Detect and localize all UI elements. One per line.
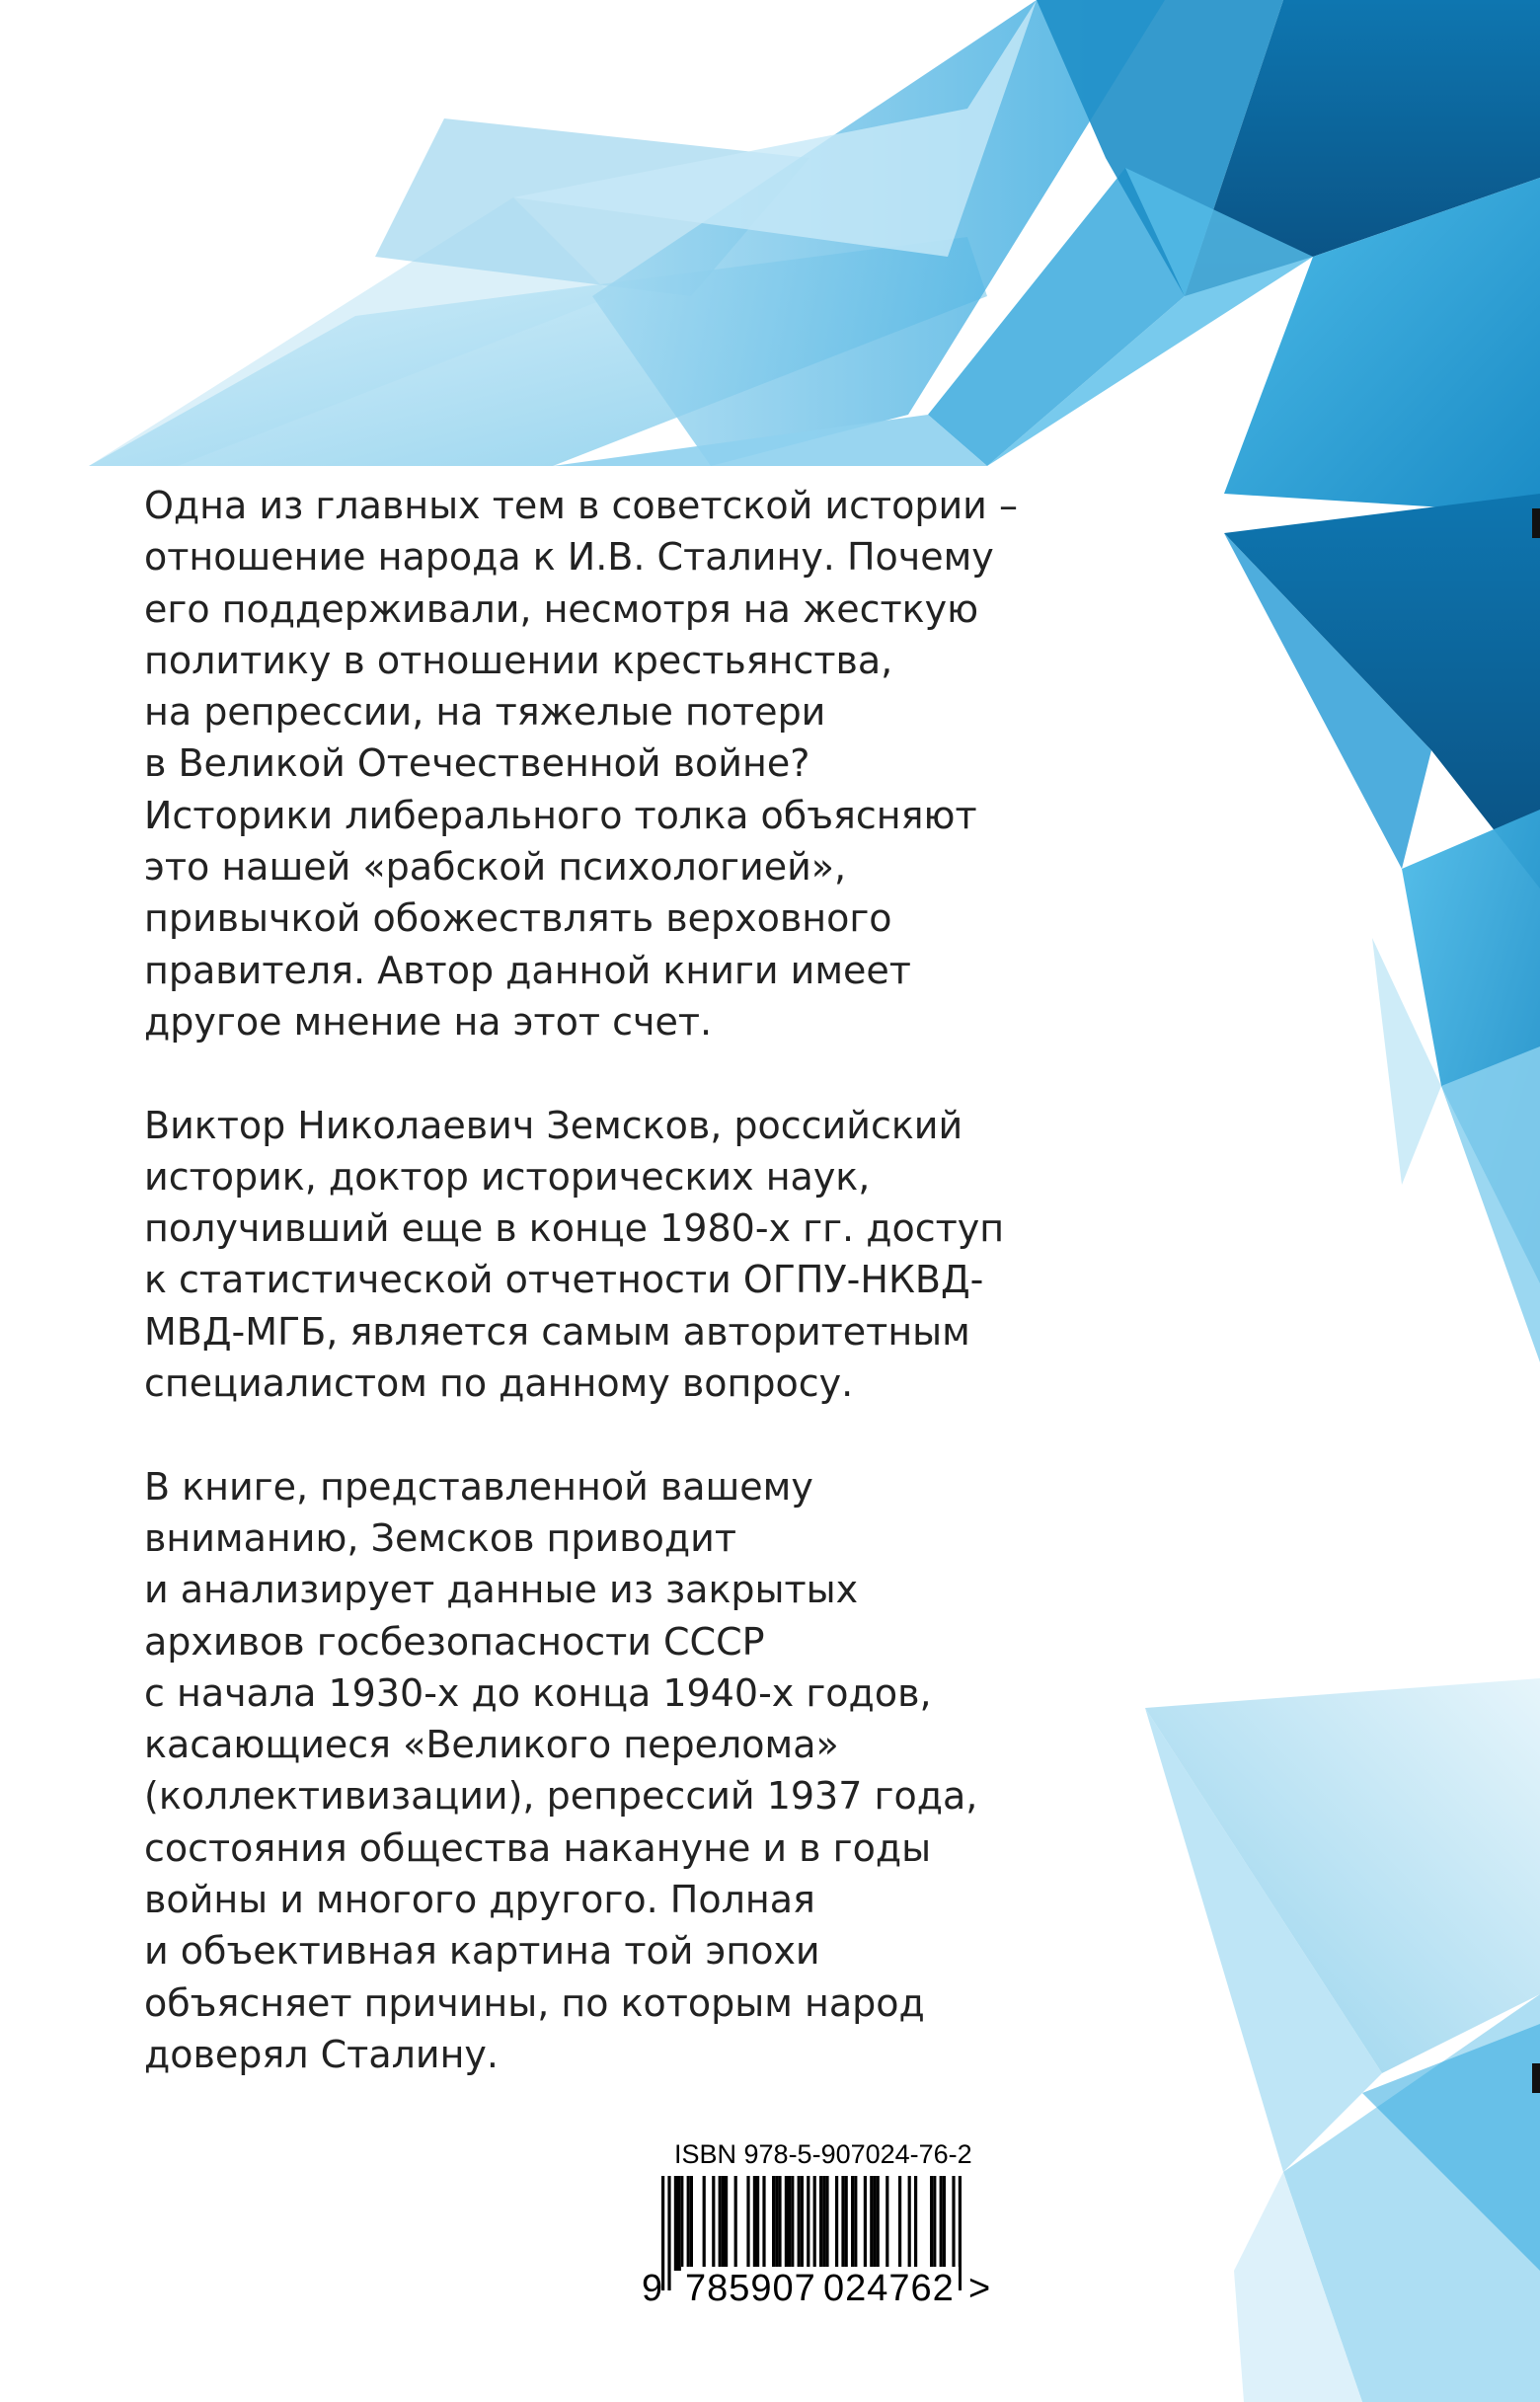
barcode-bar xyxy=(746,2176,749,2271)
barcode-bar xyxy=(674,2176,677,2271)
barcode-bar xyxy=(940,2176,943,2271)
text-line: касающиеся «Великого перелома» xyxy=(144,1723,839,1767)
text-line: и анализирует данные из закрытых xyxy=(144,1568,859,1612)
text-line: Одна из главных тем в советской истории – xyxy=(144,484,1018,527)
barcode-bar xyxy=(943,2176,946,2271)
barcode-bar xyxy=(690,2176,693,2271)
text-line: получивший еще в конце 1980-х гг. доступ xyxy=(144,1206,1005,1251)
description-text xyxy=(144,480,1033,2080)
barcode-bar xyxy=(864,2176,867,2271)
text-line: вниманию, Земсков приводит xyxy=(144,1515,736,1560)
barcode-bar xyxy=(933,2176,936,2271)
text-line: политику в отношении крестьянства, xyxy=(144,638,893,682)
barcode-bar xyxy=(851,2176,854,2271)
barcode-bar xyxy=(756,2176,759,2271)
barcode-bar xyxy=(841,2176,844,2271)
text-line: это нашей «рабской психологией», xyxy=(144,845,847,890)
text-line: отношение народа к И.В. Сталину. Почему xyxy=(144,535,994,580)
barcode-bar xyxy=(801,2176,804,2271)
text-line: Историки либерального толка объясняют xyxy=(144,793,977,837)
barcode-bar xyxy=(877,2176,880,2271)
text-line: Виктор Николаевич Земсков, российский xyxy=(144,1103,963,1147)
text-line: состояния общества накануне и в годы xyxy=(144,1825,932,1870)
text-line: к статистической отчетности ОГПУ-НКВД- xyxy=(144,1258,984,1302)
barcode-bar xyxy=(835,2176,838,2271)
text-line: другое мнение на этот счет. xyxy=(144,999,713,1044)
barcode-bar xyxy=(687,2176,690,2271)
text-line: и объективная картина той эпохи xyxy=(144,1929,820,1974)
barcode-guard-bar xyxy=(667,2176,670,2290)
barcode-bar xyxy=(788,2176,791,2271)
barcode-bar xyxy=(791,2176,794,2271)
paragraph-intro xyxy=(144,480,1033,1047)
barcode-bar xyxy=(819,2176,822,2271)
text-line: архивов госбезопасности СССР xyxy=(144,1619,765,1664)
barcode-bar xyxy=(778,2176,781,2271)
barcode-bar xyxy=(734,2176,737,2271)
paragraph-book xyxy=(144,1461,1033,2081)
barcode-bar xyxy=(722,2176,725,2271)
barcode-bar xyxy=(854,2176,857,2271)
barcode-bar xyxy=(870,2176,873,2271)
text-line: войны и многого другого. Полная xyxy=(144,1878,815,1922)
text-line: объясняет причины, по которым народ xyxy=(144,1980,925,2025)
text-line: (коллективизации), репрессий 1937 года, xyxy=(144,1774,978,1819)
text-line: правителя. Автор данной книги имеет xyxy=(144,948,911,992)
text-line: доверял Сталину. xyxy=(144,2032,499,2076)
text-line: В книге, представленной вашему xyxy=(144,1464,813,1509)
text-line: привычкой обожествлять верховного xyxy=(144,896,892,941)
barcode-bar xyxy=(930,2176,933,2271)
barcode-bar xyxy=(898,2176,901,2271)
barcode-bar xyxy=(703,2176,706,2271)
barcode-digits-left: 785907 xyxy=(681,2267,820,2310)
text-line: на репрессии, на тяжелые потери xyxy=(144,690,826,735)
barcode-digit-first: 9 xyxy=(642,2268,663,2309)
barcode-bar xyxy=(825,2176,828,2271)
barcode-bar xyxy=(719,2176,722,2271)
barcode-quiet-zone-mark: > xyxy=(968,2268,991,2309)
barcode-bar xyxy=(914,2176,917,2271)
text-line: с начала 1930-х до конца 1940-х годов, xyxy=(144,1670,932,1715)
barcode-bar xyxy=(798,2176,801,2271)
barcode-bar xyxy=(677,2176,680,2271)
barcode-bar xyxy=(753,2176,756,2271)
isbn-label: ISBN 978-5-907024-76-2 xyxy=(674,2139,972,2169)
barcode-bar xyxy=(772,2176,775,2271)
barcode-digits-right: 024762 xyxy=(819,2267,959,2310)
barcode-bar xyxy=(680,2176,683,2271)
paragraph-author xyxy=(144,1100,1033,1410)
barcode-bar xyxy=(908,2176,911,2271)
text-line: МВД-МГБ, является самым авторитетным xyxy=(144,1309,970,1354)
barcode-bar xyxy=(725,2176,728,2271)
barcode-bar xyxy=(873,2176,876,2271)
barcode-bar xyxy=(712,2176,715,2271)
text-line: в Великой Отечественной войне? xyxy=(144,741,810,786)
barcode-bar xyxy=(785,2176,788,2271)
text-line: историк, доктор исторических наук, xyxy=(144,1154,871,1199)
barcode-bar xyxy=(775,2176,778,2271)
text-line: его поддерживали, несмотря на жесткую xyxy=(144,586,979,631)
barcode-bar xyxy=(845,2176,848,2271)
barcode-guard-bar xyxy=(959,2176,962,2290)
barcode-bar xyxy=(822,2176,825,2271)
text-line: специалистом по данному вопросу. xyxy=(144,1361,854,1406)
barcode-bar xyxy=(762,2176,765,2271)
barcode-bar xyxy=(886,2176,888,2271)
